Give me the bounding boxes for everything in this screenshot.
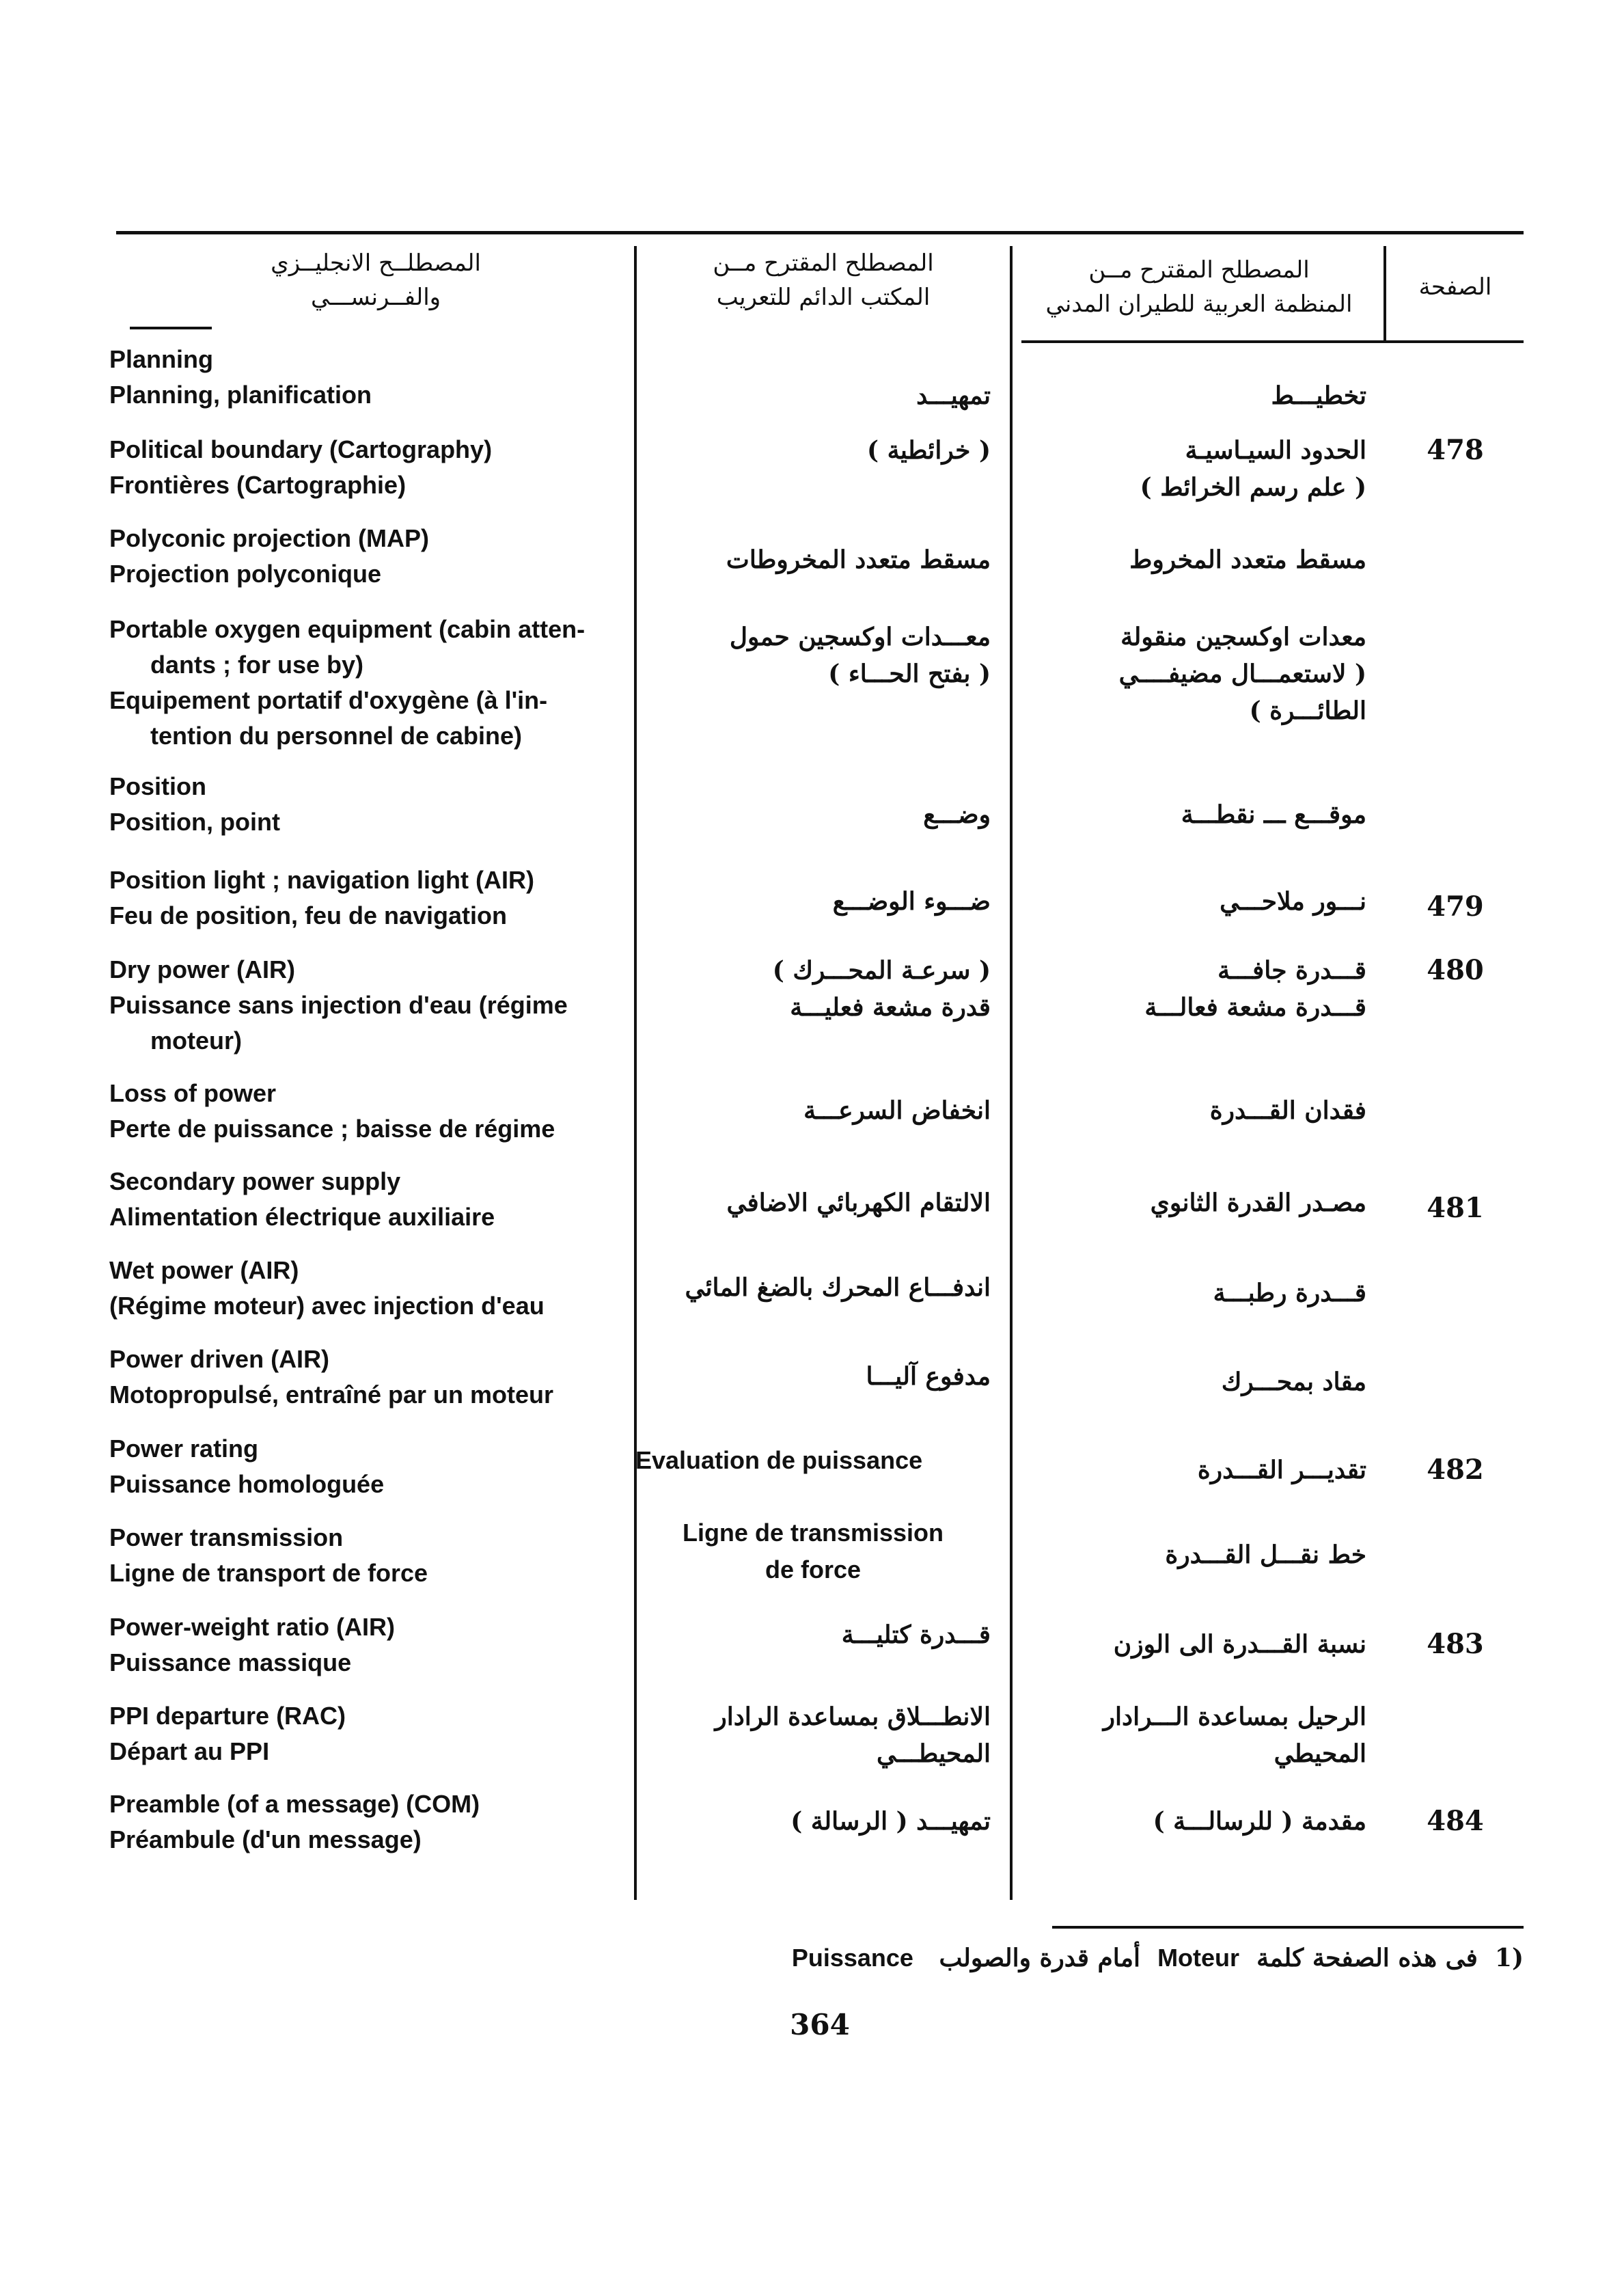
footnote-word: Moteur [1157,1944,1240,1972]
term-line: Evaluation de puissance [635,1446,923,1474]
english-french-term [109,862,629,934]
term-line: تقديـــر القـــدرة [1197,1456,1366,1484]
english-french-term [109,952,629,1059]
english-french-term [109,1164,629,1235]
office-term [635,1358,991,1395]
term-line: Perte de puissance ; baisse de régime [109,1115,555,1143]
term-line: Puissance massique [109,1648,352,1676]
term-line: نسبة القـــدرة الى الوزن [1113,1630,1366,1659]
aviation-term [1011,1184,1366,1221]
office-term [635,618,991,692]
term-line: قدرة مشعة فعليـــة [790,993,991,1022]
english-french-term [109,432,629,503]
aviation-term [1011,796,1366,833]
english-french-term [109,1342,629,1413]
page-ref: 482 [1427,1454,1484,1486]
footnote-rule [1052,1926,1524,1929]
header-english-french [171,246,581,314]
term-line: Position, point [109,808,280,836]
header-page: الصفحة [1418,273,1492,301]
english-french-term [109,1609,629,1681]
aviation-term [1011,1275,1366,1311]
aviation-term [1011,1092,1366,1129]
aviation-term [1011,377,1366,414]
term-line: Loss of power [109,1079,277,1107]
aviation-term [1011,1803,1366,1840]
term-line: موقـــع ـــ نقطـــة [1181,800,1366,829]
term-line: Ligne de transport de force [109,1559,428,1587]
aviation-term [1011,432,1366,506]
term-line: Préambule (d'un message) [109,1825,422,1853]
term-line: قـــدرة رطبـــة [1213,1279,1366,1307]
term-line: Equipement portatif d'oxygène (à l'in- [109,686,548,714]
aviation-term [1011,952,1366,1026]
term-line: Power driven (AIR) [109,1345,330,1373]
term-line: مسقط متعدد المخروط [1129,545,1366,574]
term-line: Power transmission [109,1523,344,1551]
office-term [635,1184,991,1221]
office-term [635,1092,991,1129]
term-line: Motopropulsé, entraîné par un moteur [109,1381,554,1409]
english-french-term [109,1253,629,1324]
term-line: Ligne de transmission [682,1519,944,1547]
page-ref: 479 [1427,891,1484,923]
term-line: ( خرائطية ) [867,436,991,465]
footnote-text: فى هذه الصفحة كلمة [1256,1944,1478,1972]
top-rule [116,231,1524,234]
term-line: Planning, planification [109,381,372,409]
office-term [635,541,991,578]
term-line: الالتقام الكهربائي الاضافي [726,1188,991,1217]
term-line: الحدود السيـاسيـة [1185,436,1366,465]
english-french-term [109,769,629,840]
aviation-term [1011,1626,1366,1663]
office-term [635,1616,991,1653]
term-line: Secondary power supply [109,1167,401,1195]
header-line: والفــرنســـي [310,284,441,311]
english-french-term [109,1076,629,1147]
term-line: معـــدات اوكسجين حمول [729,623,991,651]
aviation-term [1011,618,1366,729]
term-line: (Régime moteur) avec injection d'eau [109,1292,545,1320]
term-line: مصـدر القدرة الثانوي [1150,1188,1366,1217]
term-line: ضـــوء الوضـــع [832,887,991,916]
footnote-marker: (1 [1494,1944,1524,1972]
term-line: Projection polyconique [109,560,382,588]
office-term [635,952,991,1026]
term-line: Political boundary (Cartography) [109,435,493,463]
header-arab-civil-aviation [1018,253,1380,321]
office-term [635,1803,991,1840]
term-line: Frontières (Cartographie) [109,471,407,499]
english-french-term [109,342,629,413]
english-french-term [109,1431,629,1502]
term-line: Départ au PPI [109,1737,270,1765]
english-french-term [109,1520,629,1591]
office-term [635,1442,991,1479]
footnote-word: Puissance [791,1944,913,1972]
page-ref: 484 [1427,1805,1484,1837]
term-line: الانطـــلاق بمساعدة الرادار [715,1702,991,1731]
term-line: ( علم رسم الخرائط ) [1140,473,1366,502]
term-line: Puissance homologuée [109,1470,385,1498]
english-french-term [109,521,629,592]
term-line: Alimentation électrique auxiliaire [109,1203,495,1231]
office-term [635,377,991,414]
footnote [615,1940,1524,1976]
term-line: الرحيل بمساعدة الـــرادار [1103,1702,1366,1731]
term-line: tention du personnel de cabine) [150,722,523,750]
term-line: Power rating [109,1435,259,1463]
office-term [635,1698,991,1772]
term-line: ( لاستعمـــال مضيفــــي [1118,660,1366,688]
term-line: Wet power (AIR) [109,1256,299,1284]
aviation-term [1011,1363,1366,1400]
header-line: المصطلــح الانجليــزي [271,249,481,277]
term-line: ( بفتح الحـــاء ) [828,660,991,688]
term-line: وضـــع [923,800,991,829]
term-line: انخفاض السرعـــة [803,1096,991,1125]
term-line: Preamble (of a message) (COM) [109,1790,480,1818]
term-line: de force [765,1555,862,1583]
page-ref: 481 [1427,1192,1484,1224]
office-term [635,1514,991,1588]
term-line: قـــدرة كتليـــة [841,1620,991,1649]
term-line: Polyconic projection (MAP) [109,524,430,552]
term-line: تمهيـــد ( الرسالة ) [790,1807,991,1836]
term-line: نـــور ملاحـــي [1220,887,1366,916]
term-line: moteur) [150,1027,242,1055]
term-line: مسقط متعدد المخروطات [726,545,991,574]
header-line: المصطلح المقترح مــن [1088,256,1310,284]
term-line: مقاد بمحـــرك [1221,1368,1366,1396]
english-french-term [109,1698,629,1769]
english-french-term [109,612,629,754]
office-term [635,432,991,469]
header-line: المنظمة العربية للطيران المدني [1045,290,1353,318]
term-line: الطائـــرة ) [1249,696,1366,725]
aviation-term [1011,1698,1366,1772]
term-line: dants ; for use by) [150,651,364,679]
aviation-term [1011,541,1366,578]
page-ref: 478 [1427,434,1484,466]
term-line: ( سرعـة المحـــرك ) [772,956,991,985]
term-line: تمهيـــد [916,381,991,410]
term-line: Power-weight ratio (AIR) [109,1613,396,1641]
aviation-term [1011,883,1366,920]
header-line: المكتب الدائم للتعريب [716,284,931,311]
office-term [635,796,991,833]
aviation-term [1011,1452,1366,1488]
term-line: Dry power (AIR) [109,955,296,983]
term-line: مقدمة ( للرسالـــة ) [1153,1807,1366,1836]
term-line: اندفـــاع المحرك بالضغ المائي [685,1273,991,1302]
header-permanent-office [646,246,1001,314]
column-divider-3 [1384,246,1386,342]
footnote-text: أمام قدرة والصولب [939,1944,1140,1972]
term-line: المحيطي [1274,1739,1366,1768]
term-line: Position light ; navigation light (AIR) [109,866,534,894]
term-line: Puissance sans injection d'eau (régime [109,991,568,1019]
page-number: 364 [790,2008,850,2041]
term-line: المحيطـــي [876,1739,991,1768]
term-line: Position [109,772,206,800]
page-ref: 483 [1427,1628,1484,1660]
header-line: المصطلح المقترح مــن [713,249,934,277]
aviation-term [1011,1536,1366,1573]
office-term [635,1269,991,1306]
term-line: Planning [109,345,213,373]
term-line: قـــدرة جافـــة [1217,956,1366,985]
office-term [635,883,991,920]
page-ref: 480 [1427,954,1484,986]
header-bottom-rule-left [130,327,212,329]
term-line: تخطيـــط [1271,381,1366,410]
term-line: فقدان القـــدرة [1209,1096,1366,1125]
term-line: PPI departure (RAC) [109,1702,346,1730]
term-line: Portable oxygen equipment (cabin atten- [109,615,586,643]
term-line: معدات اوكسجين منقولة [1120,623,1366,651]
term-line: قـــدرة مشعة فعالـــة [1144,993,1366,1022]
term-line: Feu de position, feu de navigation [109,901,508,929]
header-bottom-rule [1021,340,1524,343]
english-french-term [109,1786,629,1858]
term-line: مدفوع آليـــا [866,1362,991,1391]
term-line: خط نقـــل القـــدرة [1165,1540,1366,1569]
